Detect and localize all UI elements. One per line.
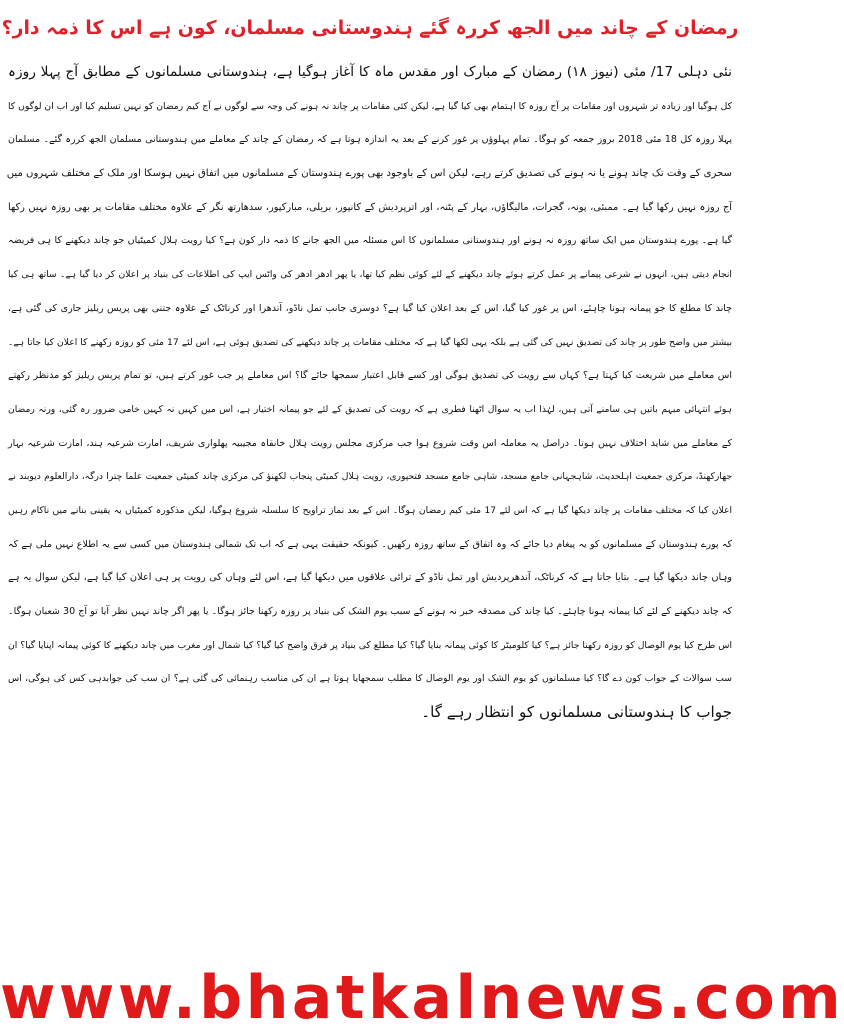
article-line: کے معاملے میں شاید اختلاف نہیں ہوتا۔ دراصل یہ معاملہ اس وقت شروع ہوا جب مرکزی مجلس رویت ہلال خانقاہ مجیبیہ پھلواری شریف، امارت شرعیہ ہند، امارت شرعیہ بہار bbox=[8, 437, 732, 449]
article-line: انجام دیتی ہیں، انہوں نے شرعی پیمانے پر عمل کرتے ہوئے چاند دیکھنے کے لئے کوئی نظم کیا تھا، یا پھر ادھر ادھر کی واٹس ایپ کی اطلاعات کی بنیاد پر اعلان کر دیا گیا ہے۔ ساتھ ہی کیا bbox=[8, 269, 732, 281]
article-line: کہ چاند دیکھنے کے لئے کیا پیمانہ ہونا چاہئے۔ کیا چاند کی مصدقہ خبر نہ ہونے کے سبب یوم الشک کی بنیاد پر روزہ رکھنا جائز ہوگا۔ یا پھر اگر چاند نہیں نظر آیا تو آج 30 شعبان ہوگا۔ bbox=[8, 606, 732, 617]
article-line: اس معاملے میں شریعت کیا کہتا ہے؟ کہاں سے رویت کی تصدیق ہوگی اور کسے قابل اعتبار سمجھا جائے گا؟ اس معاملے پر جب غور کرتے ہیں، تو تمام پریس ریلیز کو مدنظر رکھتے bbox=[8, 370, 732, 382]
article-line: جواب کا ہندوستانی مسلمانوں کو انتظار رہے گا۔ bbox=[421, 703, 732, 722]
article-line: وہاں چاند دیکھا گیا ہے۔ بتایا جاتا ہے کہ کرناٹک، آندھرپردیش اور تمل ناڈو کے ترائی علاقوں میں دیکھا گیا ہے، اس لئے وہاں کی رویت پر ہی اعلان کیا گیا ہے، لیکن سوال یہ ہے bbox=[8, 572, 732, 584]
article-line: پہلا روزہ کل 18 مئی 2018 بروز جمعہ کو ہوگا۔ تمام پہلوؤں پر غور کرنے کے بعد یہ اندازہ ہوتا ہے کہ رمضان کے چاند کے معاملے میں ہندوستانی مسلمان الجھ کررہ گئے۔ مسلمان bbox=[8, 134, 732, 146]
article-line: سحری کے وقت تک چاند ہونے یا نہ ہونے کی تصدیق کرتے رہے، لیکن اس کے باوجود بھی پورے ہندوستان کے مسلمانوں میں اتفاق نہیں ہوسکا اور ملک کے مختلف شہروں میں bbox=[6, 168, 732, 180]
article-line: سب سوالات کے جواب کون دے گا؟ کیا مسلمانوں کو یوم الشک اور یوم الوصال کا مطلب سمجھایا ہوتا ہے ان کی مناسب رہنمائی کی گئی ہے؟ ان سب کی جوابدہی کس کی ہوگی، اس bbox=[8, 673, 732, 685]
article-line: کل ہوگیا اور زیادہ تر شہروں اور مقامات پر آج روزہ کا اہتمام بھی کیا گیا ہے، لیکن کئی مقامات پر چاند نہ ہونے کی وجہ سے لوگوں نے آج کیم رمضان کو نہیں تسلیم کیا اور اب ان لوگوں کا bbox=[8, 100, 732, 112]
article-line: آج روزہ نہیں رکھا گیا ہے۔ ممبئی، پونہ، گجرات، مالیگاؤں، بہار کے پٹنہ، اور اترپردیش کے کانپور، بریلی، مبارکپور، سدھارتھ نگر کے علاوہ مختلف مقامات پر بھی روزہ نہیں رکھا bbox=[8, 201, 732, 213]
article-line: بیشتر میں واضح طور پر چاند کی تصدیق نہیں کی گئی ہے بلکہ یہی لکھا گیا ہے کہ مختلف مقامات پر چاند دیکھنے کی تصدیق ہوئی ہے، اس لئے 17 مئی کو روزہ رکھنے کا اعلان کیا جاتا ہے۔ bbox=[8, 336, 732, 348]
article-line: گیا ہے۔ پورے ہندوستان میں ایک ساتھ روزہ نہ ہونے اور ہندوستانی مسلمانوں کا اس مسئلہ میں الجھ جانے کا ذمہ دار کون ہے؟ کیا رویت ہلال کمیٹیاں جو چاند دیکھنے کا ہی فریضہ bbox=[8, 235, 732, 247]
article-line: جھارکھنڈ، مرکزی جمعیت اہلحدیث، شاہجہانی جامع مسجد، شاہی جامع مسجد فتحپوری، رویت ہلال کمیٹی پنجاب لکھنؤ کی مرکزی چاند کمیٹی جمعیت علما چترا درگہ، دارالعلوم دیوبند نے bbox=[8, 471, 732, 483]
article-body bbox=[8, 56, 732, 730]
article-line: اس طرح کیا یوم الوصال کو روزہ رکھنا جائز ہے؟ کیا کلومیٹر کا کوئی پیمانہ بنایا گیا؟ کیا مطلع کی بنیاد پر فرق واضح کیا گیا؟ کیا شمال اور مغرب میں چاند دیکھنے کا کوئی پیمانہ اپنایا گیا؟ ان bbox=[8, 639, 732, 651]
article-line: ہوئے انتہائی مبہم باتیں ہی سامنے آتی ہیں، لہٰذا اب یہ سوال اٹھنا فطری ہے کہ رویت کی تصدیق کے لئے جو پیمانہ اختیار ہے، اس میں کہیں نہ کہیں خامی ضرور رہ گئی، ورنہ رمضان bbox=[8, 403, 732, 415]
article-line: چاند کا مطلع کا جو پیمانہ ہونا چاہئے، اس پر غور کیا گیا، اس کے بعد اعلان کیا گیا ہے؟ دوسری جانب تمل ناڈو، آندھرا اور کرناٹک کے علاوہ جتنی بھی پریس ریلیز جاری کی گئی ہے، bbox=[8, 302, 732, 314]
article-line: کہ پورے ہندوستان کے مسلمانوں کو یہ پیغام دیا جائے کہ وہ اتفاق کے ساتھ روزہ رکھیں۔ کیونکہ حقیقت یہی ہے کہ اب تک شمالی ہندوستان میں کسی سے یہ اطلاع نہیں ملی ہے کہ bbox=[8, 538, 732, 550]
headline: رمضان کے چاند میں الجھ کررہ گئے ہندوستانی مسلمان، کون ہے اس کا ذمہ دار؟ bbox=[1, 17, 739, 39]
site-url-banner[interactable]: www.bhatkalnews.com bbox=[0, 963, 844, 1033]
article-line: نئی دہلی 17/ مئی (نیوز ۱۸) رمضان کے مبارک اور مقدس ماہ کا آغاز ہوگیا ہے، ہندوستانی مسلمانوں کے مطابق آج پہلا روزہ bbox=[8, 64, 732, 80]
article-line: اعلان کیا کہ مختلف مقامات پر چاند دیکھا گیا ہے کہ اس لئے 17 مئی کیم رمضان ہوگا۔ اس کے بعد نماز تراویح کا سلسلہ شروع ہوگیا، لیکن مذکورہ کمیٹیاں یہ یقینی بنانے میں ناکام رہیں bbox=[8, 504, 732, 516]
